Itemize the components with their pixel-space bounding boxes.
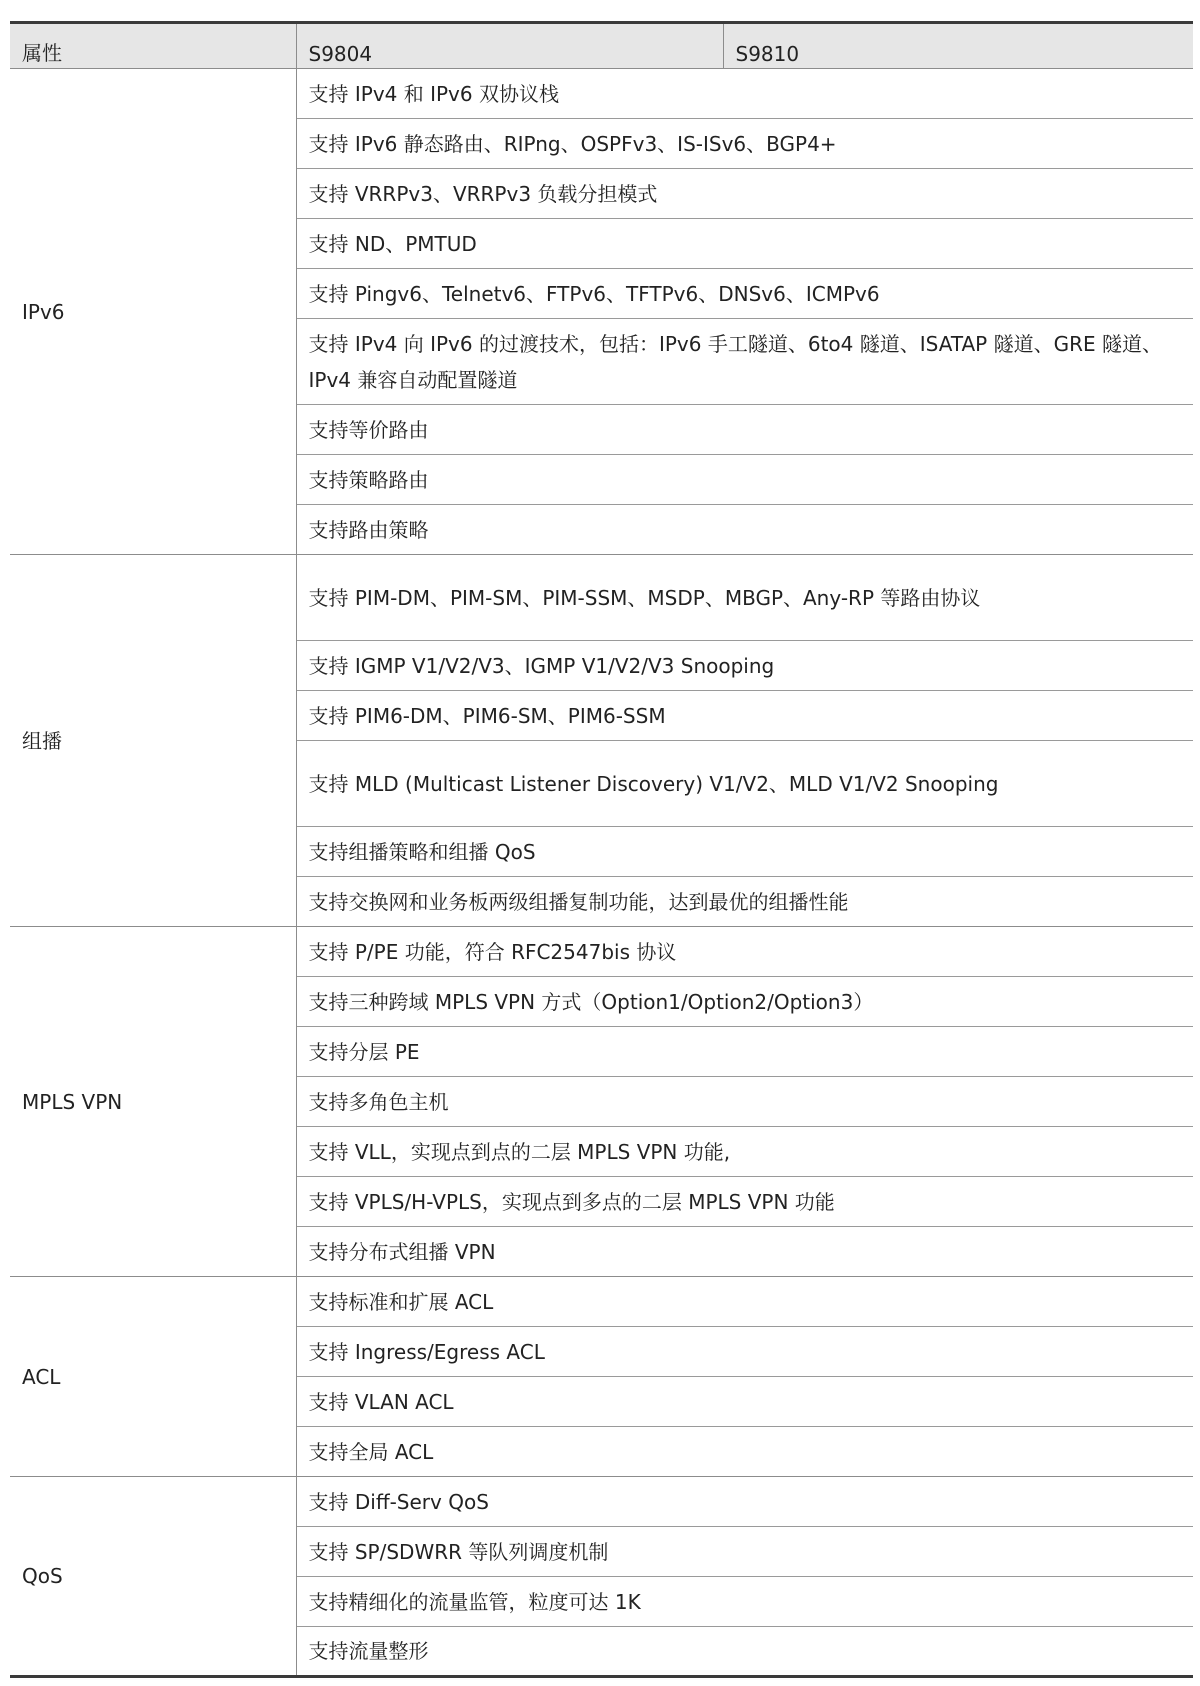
group-name: MPLS VPN (10, 927, 296, 1277)
feature-cell: 支持 Diff-Serv QoS (296, 1477, 1193, 1527)
table-body (10, 69, 1193, 1677)
feature-cell: 支持流量整形 (296, 1627, 1193, 1677)
header-model-s9810: S9810 (723, 23, 1193, 69)
group-name: 组播 (10, 555, 296, 927)
table-row (10, 1277, 1193, 1327)
feature-cell: 支持多角色主机 (296, 1077, 1193, 1127)
feature-cell: 支持 P/PE 功能，符合 RFC2547bis 协议 (296, 927, 1193, 977)
feature-cell: 支持 MLD (Multicast Listener Discovery) V1/V2、MLD V1/V2 Snooping (296, 741, 1193, 827)
table-row (10, 1477, 1193, 1527)
group-name: QoS (10, 1477, 296, 1677)
feature-cell: 支持分布式组播 VPN (296, 1227, 1193, 1277)
table-row (10, 927, 1193, 977)
feature-cell: 支持 IPv4 向 IPv6 的过渡技术，包括：IPv6 手工隧道、6to4 隧道、ISATAP 隧道、GRE 隧道、IPv4 兼容自动配置隧道 (296, 319, 1193, 405)
feature-cell: 支持 VLAN ACL (296, 1377, 1193, 1427)
table-row (10, 69, 1193, 119)
feature-cell: 支持策略路由 (296, 455, 1193, 505)
feature-cell: 支持全局 ACL (296, 1427, 1193, 1477)
spec-table (10, 21, 1193, 1678)
header-model-s9804: S9804 (296, 23, 723, 69)
table-row (10, 555, 1193, 641)
feature-cell: 支持交换网和业务板两级组播复制功能，达到最优的组播性能 (296, 877, 1193, 927)
feature-cell: 支持 PIM-DM、PIM-SM、PIM-SSM、MSDP、MBGP、Any-RP 等路由协议 (296, 555, 1193, 641)
feature-cell: 支持标准和扩展 ACL (296, 1277, 1193, 1327)
feature-cell: 支持等价路由 (296, 405, 1193, 455)
feature-cell: 支持三种跨域 MPLS VPN 方式（Option1/Option2/Option3） (296, 977, 1193, 1027)
feature-cell: 支持 PIM6-DM、PIM6-SM、PIM6-SSM (296, 691, 1193, 741)
feature-cell: 支持分层 PE (296, 1027, 1193, 1077)
feature-cell: 支持 Pingv6、Telnetv6、FTPv6、TFTPv6、DNSv6、ICMPv6 (296, 269, 1193, 319)
feature-cell: 支持精细化的流量监管，粒度可达 1K (296, 1577, 1193, 1627)
feature-cell: 支持路由策略 (296, 505, 1193, 555)
table-header (10, 23, 1193, 69)
feature-cell: 支持 IGMP V1/V2/V3、IGMP V1/V2/V3 Snooping (296, 641, 1193, 691)
feature-cell: 支持 VPLS/H-VPLS，实现点到多点的二层 MPLS VPN 功能 (296, 1177, 1193, 1227)
feature-cell: 支持 VLL，实现点到点的二层 MPLS VPN 功能, (296, 1127, 1193, 1177)
feature-cell: 支持 Ingress/Egress ACL (296, 1327, 1193, 1377)
feature-cell: 支持 IPv6 静态路由、RIPng、OSPFv3、IS-ISv6、BGP4+ (296, 119, 1193, 169)
group-name: ACL (10, 1277, 296, 1477)
group-name: IPv6 (10, 69, 296, 555)
header-attr: 属性 (10, 23, 296, 69)
header-row (10, 23, 1193, 69)
feature-cell: 支持组播策略和组播 QoS (296, 827, 1193, 877)
feature-cell: 支持 IPv4 和 IPv6 双协议栈 (296, 69, 1193, 119)
feature-cell: 支持 ND、PMTUD (296, 219, 1193, 269)
feature-cell: 支持 VRRPv3、VRRPv3 负载分担模式 (296, 169, 1193, 219)
feature-cell: 支持 SP/SDWRR 等队列调度机制 (296, 1527, 1193, 1577)
